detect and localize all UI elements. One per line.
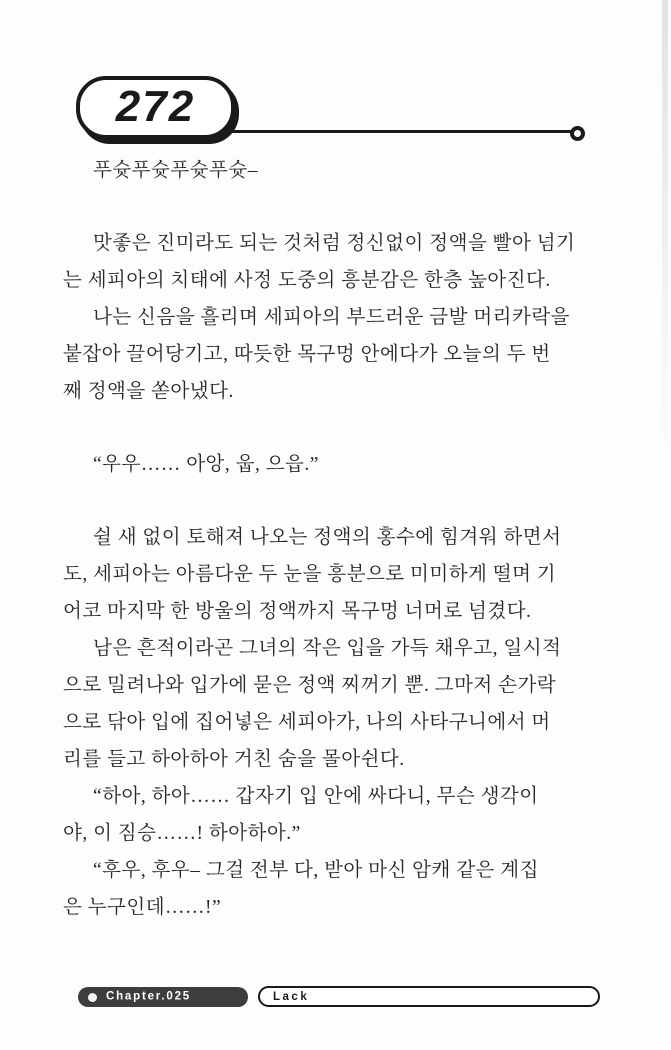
paragraph-spacer [63, 189, 608, 225]
bullet-dot-icon [88, 993, 97, 1002]
text-line: 도, 세피아는 아름다운 두 눈을 흥분으로 미미하게 떨며 기 [63, 564, 557, 585]
dialogue-line: “우우…… 아앙, 웁, 으읍.” [93, 454, 319, 475]
dialogue-line: 야, 이 짐승……! 하아하아.” [63, 823, 301, 844]
text-line: 붙잡아 끌어당기고, 따듯한 목구멍 안에다가 오늘의 두 번 [63, 344, 551, 365]
paragraph-spacer [63, 483, 608, 519]
text-line: 으로 닦아 입에 집어넣은 세피아가, 나의 사타구니에서 머 [63, 712, 551, 733]
scan-artifact [662, 0, 668, 473]
chapter-label: Chapter.025 [106, 990, 191, 1003]
line-end-ring-icon [570, 126, 585, 141]
dialogue-line: 은 누구인데……!” [63, 897, 222, 918]
text-line: 리를 들고 하아하아 거친 숨을 몰아쉰다. [63, 749, 405, 770]
text-line: 는 세피아의 치태에 사정 도중의 흥분감은 한층 높아진다. [63, 270, 551, 291]
book-title-badge [258, 986, 600, 1007]
paragraph-spacer [63, 410, 608, 446]
header-rule [215, 130, 573, 133]
text-line: 맛좋은 진미라도 되는 것처럼 정신없이 정액을 빨아 넘기 [93, 233, 576, 254]
page-number-badge [76, 76, 235, 139]
text-line: 어코 마지막 한 방울의 정액까지 목구멍 너머로 넘겼다. [63, 601, 532, 622]
book-title-label: Lack [273, 990, 310, 1003]
novel-text [63, 152, 608, 926]
text-line: 째 정액을 쏟아냈다. [63, 381, 234, 402]
text-line: 푸슛푸슛푸슛푸슛– [93, 160, 258, 181]
dialogue-line: “후우, 후우– 그걸 전부 다, 받아 마신 암캐 같은 계집 [93, 860, 539, 881]
text-line: 남은 흔적이라곤 그녀의 작은 입을 가득 채우고, 일시적 [93, 638, 562, 659]
text-line: 쉴 새 없이 토해져 나오는 정액의 홍수에 힘겨워 하면서 [93, 527, 562, 548]
dialogue-line: “하아, 하아…… 갑자기 입 안에 싸다니, 무슨 생각이 [93, 786, 539, 807]
chapter-badge [78, 987, 248, 1007]
text-line: 나는 신음을 흘리며 세피아의 부드러운 금발 머리카락을 [93, 307, 571, 328]
text-line: 으로 밀려나와 입가에 묻은 정액 찌꺼기 뿐. 그마저 손가락 [63, 675, 557, 696]
page-number: 272 [115, 81, 196, 131]
